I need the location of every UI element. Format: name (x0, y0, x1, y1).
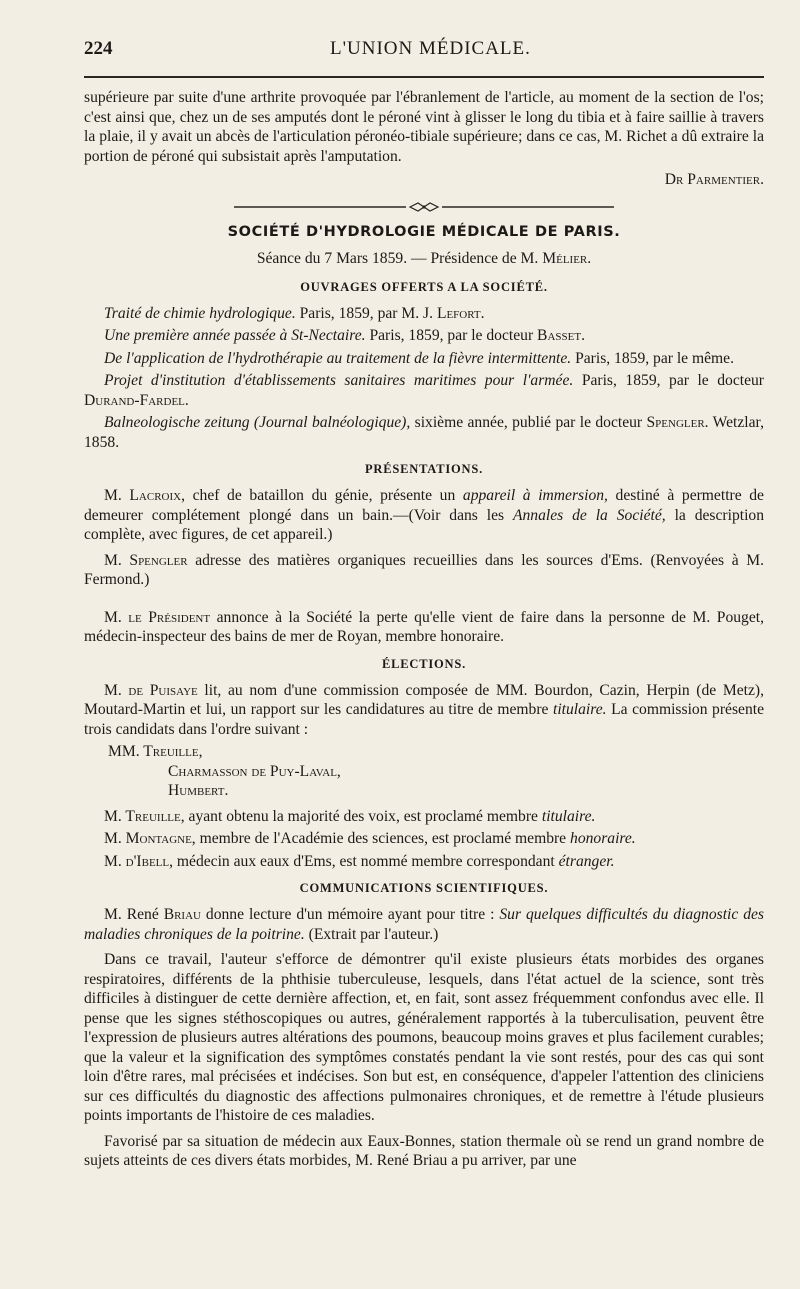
text-run: membre de l'Académie des sciences, est proclamé membre (195, 830, 571, 847)
emphasis: Annales de la Société, (512, 506, 666, 524)
election-result-treuille (84, 807, 764, 827)
page-header (84, 38, 764, 68)
presentation-lacroix (84, 486, 764, 545)
election-result-dibell (84, 852, 764, 872)
ouvrage-details: Paris, 1859, par le même. (571, 349, 735, 367)
person-name: M. d'Ibell, (104, 852, 174, 870)
person-name: M. Spengler (104, 551, 188, 569)
section-heading-elections: ÉLECTIONS. (381, 656, 467, 671)
emphasis: appareil à immersion, (462, 487, 608, 504)
communication-continuation-paragraph: Favorisé par sa situation de médecin aux Eaux-Bonnes, station thermale où se rend un grand nombre de sujets atteints de ces divers états morbides, M. René Briau a pu arriver, par une (84, 1132, 764, 1169)
ouvrage-details: Paris, 1859, par le docteur (365, 327, 538, 344)
seance-line (84, 250, 764, 268)
ouvrage-details: Paris, 1859, par M. J. (295, 304, 437, 322)
text-run: la description complète, avec figures, de cet appareil.) (84, 506, 764, 543)
ouvrage-author: Basset. (537, 327, 585, 344)
intro-paragraph: supérieure par suite d'une arthrite provoquée par l'ébranlement de l'article, au moment de la section de l'os; c'est ainsi que, chez un de ses amputés dont le péroné vint à glisser le long du tibia et à faire saillie à travers la plaie, il y avait un abcès de l'articulation péronéo-tibiale supérieure; dans ce cas, M. Richet a dû extraire la portion de péroné qui subsistait après l'amputation. (84, 89, 764, 165)
ouvrage-title: Traité de chimie hydrologique. (104, 304, 296, 322)
ouvrage-title: De l'application de l'hydrothérapie au traitement de la fièvre intermittente. (104, 349, 572, 367)
text-run: ayant obtenu la majorité des voix, est proclamé membre (184, 807, 542, 825)
person-name: M. de Puisaye (104, 681, 198, 699)
ouvrage-title: Une première année passée à St-Nectaire. (104, 327, 366, 344)
text-run: donne lecture d'un mémoire ayant pour titre : (200, 906, 500, 923)
presentation-spengler (84, 551, 764, 590)
ouvrages-list (84, 304, 764, 453)
emphasis: titulaire. (541, 807, 596, 825)
person-name: M. Treuille, (104, 807, 185, 825)
emphasis: titulaire. (553, 701, 607, 718)
text-run: La commission présente trois candidats dans l'ordre suivant : (84, 701, 764, 738)
text-run: adresse des matières organiques recueillies dans les sources d'Ems. (Renvoyées à M. Fermond.) (84, 551, 765, 588)
communication-summary-paragraph: Dans ce travail, l'auteur s'efforce de démontrer qu'il existe plusieurs états morbides des organes respiratoires, différents de la phthisie tuberculeuse, lesquels, dans l'état actuel de la science, sont très difficiles à distinguer de cette dernière affection, et, en fait, sont assez fréquemment confondus avec elle. Il pense que les signes stéthoscopiques ou autres, généralement rapportés à la tuberculisation, peuvent être l'expression de plusieurs autres altérations des poumons, beaucoup moins graves et plus facilement curables; que la valeur et la signification des symptômes constatés pendant la vie sont restés, pour des cas qui sont loin d'être rares, mal précisées et indécises. Son but est, en conséquence, d'appeler l'attention des cliniciens sur ces difficultés du diagnostic des affections pulmonaires chroniques, et de remettre à l'étude plusieurs points importants de l'histoire de ces maladies. (84, 951, 764, 1124)
emphasis: honoraire. (570, 830, 636, 847)
ouvrage-author: Durand-Fardel. (84, 391, 189, 409)
candidate-item: MM. Treuille, (108, 743, 203, 760)
ouvrage-author: Lefort. (436, 304, 485, 322)
text-run: (Extrait par l'auteur.) (304, 925, 439, 943)
candidate-item: Charmasson de Puy-Laval, (168, 762, 341, 780)
section-divider-ornament (84, 202, 764, 212)
ouvrage-item (84, 371, 764, 410)
ouvrage-title: Balneologische zeitung (Journal balnéologique), (104, 414, 411, 431)
section-heading-communications: COMMUNICATIONS SCIENTIFIQUES. (299, 881, 549, 895)
signature: Dr Parmentier. (664, 171, 764, 188)
text-run: destiné à permettre de demeurer complétement plongé dans un bain.—(Voir dans les (84, 487, 764, 524)
candidates-list (84, 742, 764, 801)
communication-briau (84, 905, 764, 944)
text-run: médecin aux eaux d'Ems, est nommé membre correspondant (173, 852, 559, 870)
running-title: L'UNION MÉDICALE. (330, 38, 531, 59)
ouvrage-place: Wetzlar, 1858. (84, 414, 765, 451)
ouvrage-details: sixième année, publié par le docteur (410, 414, 647, 431)
header-rule (84, 76, 764, 78)
person-name: M. Lacroix, (104, 487, 185, 504)
section-heading-presentations: PRÉSENTATIONS. (364, 462, 484, 476)
page-number: 224 (84, 38, 113, 59)
person-name: M. le Président (104, 608, 211, 626)
emphasis: Sur quelques difficultés du diagnostic des maladies chroniques de la poitrine. (84, 906, 765, 943)
person-name: Briau (163, 906, 201, 923)
elections-report (84, 681, 764, 740)
emphasis: étranger. (558, 852, 615, 870)
ouvrage-details: Paris, 1859, par le docteur (573, 372, 764, 389)
text-run: chef de bataillon du génie, présente un (184, 487, 463, 504)
text-run: annonce à la Société la perte qu'elle vient de faire dans la personne de M. Pouget, médecin-inspecteur des bains de mer de Royan, membre honoraire. (84, 608, 764, 645)
person-name: M. Montagne, (104, 830, 196, 847)
ouvrage-item (84, 326, 764, 346)
text-run: M. René (104, 906, 164, 923)
ouvrage-item (84, 304, 764, 324)
ouvrage-author: Spengler. (646, 414, 709, 431)
seance-president: Mélier. (542, 249, 592, 267)
text-run: lit, au nom d'une commission composée de MM. Bourdon, Cazin, Herpin (de Metz), Moutard-Martin et lui, un rapport sur les candidatures au titre de membre (84, 681, 764, 718)
election-result-montagne (84, 829, 764, 849)
presentation-president (84, 608, 764, 647)
ouvrage-title: Projet d'institution d'établissements sanitaires maritimes pour l'armée. (104, 372, 574, 389)
section-heading-ouvrages: OUVRAGES OFFERTS A LA SOCIÉTÉ. (300, 279, 548, 294)
society-title: SOCIÉTÉ D'HYDROLOGIE MÉDICALE DE PARIS. (227, 223, 621, 240)
candidate-item: Humbert. (168, 782, 229, 799)
ouvrage-item (84, 349, 764, 369)
seance-prefix: Séance du 7 Mars 1859. — Présidence de M. (256, 249, 539, 267)
ouvrage-item (84, 413, 764, 452)
